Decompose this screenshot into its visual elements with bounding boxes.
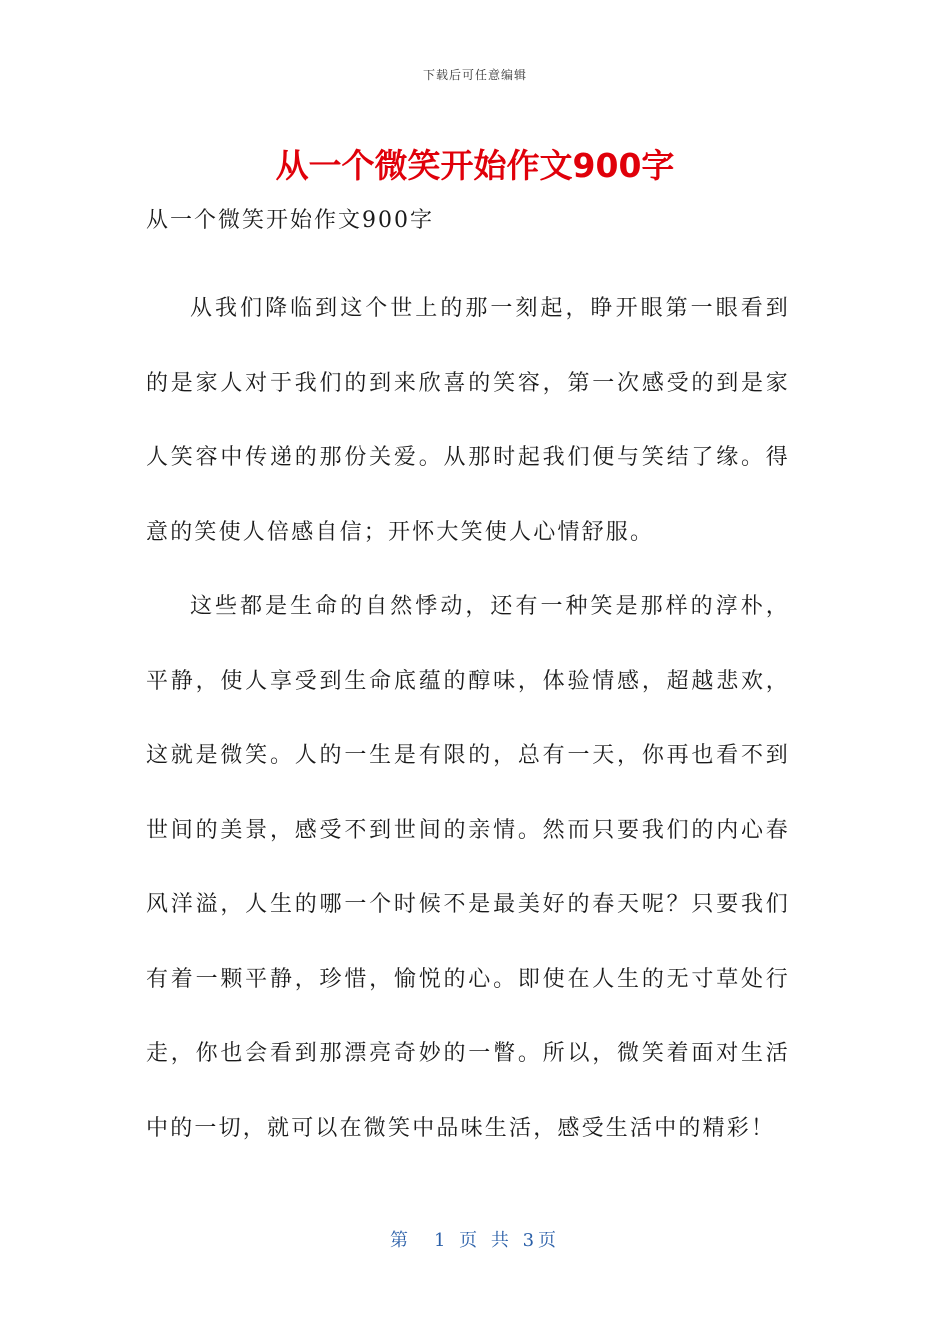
page-number-footer <box>0 1226 950 1252</box>
document-subtitle: 从一个微笑开始作文900字 <box>146 208 434 233</box>
document-body <box>146 272 790 1166</box>
paragraph: 从我们降临到这个世上的那一刻起，睁开眼第一眼看到的是家人对于我们的到来欣喜的笑容，第一次感受的到是家人笑容中传递的那份关爱。从那时起我们便与笑结了缘。得意的笑使人倍感自信；开怀大笑使人心情舒服。 <box>146 296 790 545</box>
document-title: 从一个微笑开始作文900字 <box>275 146 675 185</box>
page-number-label: 第 1 页 共 3页 <box>389 1230 561 1251</box>
header-note: 下载后可任意编辑 <box>422 68 527 82</box>
paragraph: 这些都是生命的自然悸动，还有一种笑是那样的淳朴，平静，使人享受到生命底蕴的醇味，体验情感，超越悲欢，这就是微笑。人的一生是有限的，总有一天，你再也看不到世间的美景，感受不到世间的亲情。然而只要我们的内心春风洋溢，人生的哪一个时候不是最美好的春天呢？只要我们有着一颗平静，珍惜，愉悦的心。即使在人生的无寸草处行走，你也会看到那漂亮奇妙的一瞥。所以，微笑着面对生活中的一切，就可以在微笑中品味生活，感受生活中的精彩！ <box>146 594 790 1141</box>
